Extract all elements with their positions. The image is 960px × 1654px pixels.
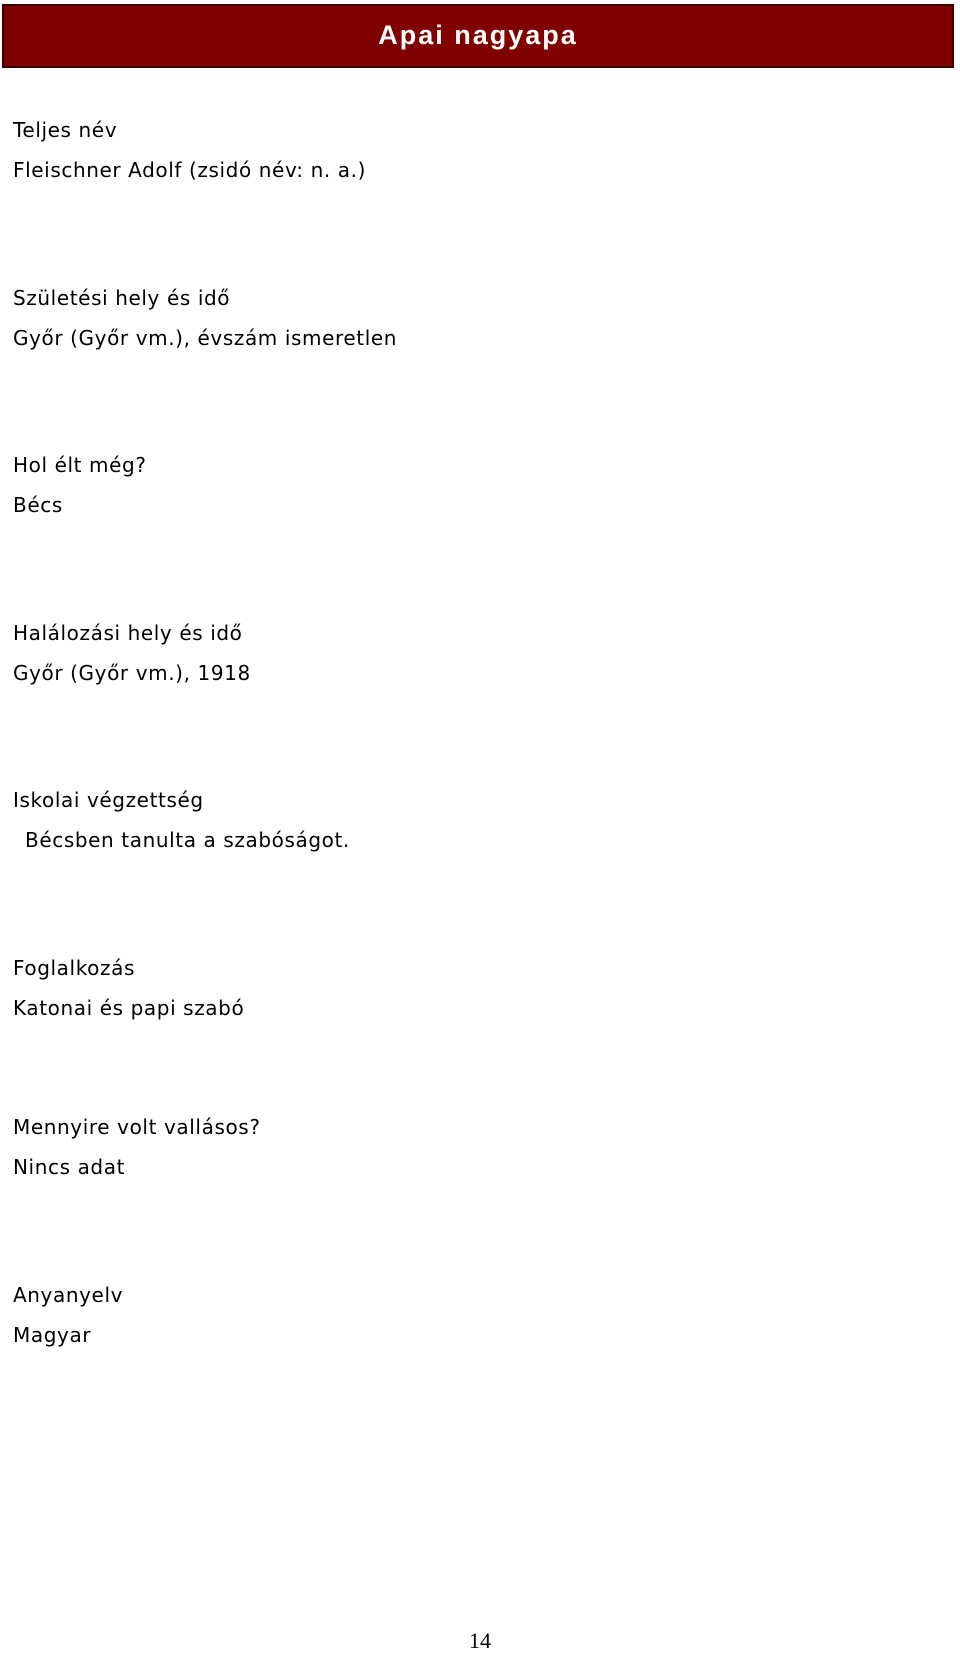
field-value: Győr (Győr vm.), évszám ismeretlen xyxy=(13,326,398,350)
field-education xyxy=(13,788,350,852)
section-title: Apai nagyapa xyxy=(378,20,578,50)
field-value: Bécs xyxy=(13,493,63,517)
field-label: Mennyire volt vallásos? xyxy=(13,1115,261,1139)
field-value: Magyar xyxy=(13,1323,92,1347)
field-value: Fleischner Adolf (zsidó név: n. a.) xyxy=(13,158,366,182)
field-religiousness xyxy=(13,1115,261,1179)
field-label: Teljes név xyxy=(13,118,118,142)
page-number: 14 xyxy=(469,1628,491,1653)
field-label: Hol élt még? xyxy=(13,453,147,477)
field-label: Anyanyelv xyxy=(13,1283,124,1307)
field-label: Születési hely és idő xyxy=(13,286,231,310)
field-death-place-date xyxy=(13,621,251,685)
field-other-residence xyxy=(13,453,147,517)
field-value: Nincs adat xyxy=(13,1155,126,1179)
field-label: Iskolai végzettség xyxy=(13,788,204,812)
field-value: Bécsben tanulta a szabóságot. xyxy=(25,828,350,852)
field-value: Katonai és papi szabó xyxy=(13,996,245,1020)
field-full-name xyxy=(13,118,366,182)
field-label: Halálozási hely és idő xyxy=(13,621,243,645)
field-mother-tongue xyxy=(13,1283,123,1347)
field-occupation xyxy=(13,956,244,1020)
section-header xyxy=(2,4,954,68)
field-label: Foglalkozás xyxy=(13,956,135,980)
field-value: Győr (Győr vm.), 1918 xyxy=(13,661,251,685)
field-birth-place-date xyxy=(13,286,397,350)
